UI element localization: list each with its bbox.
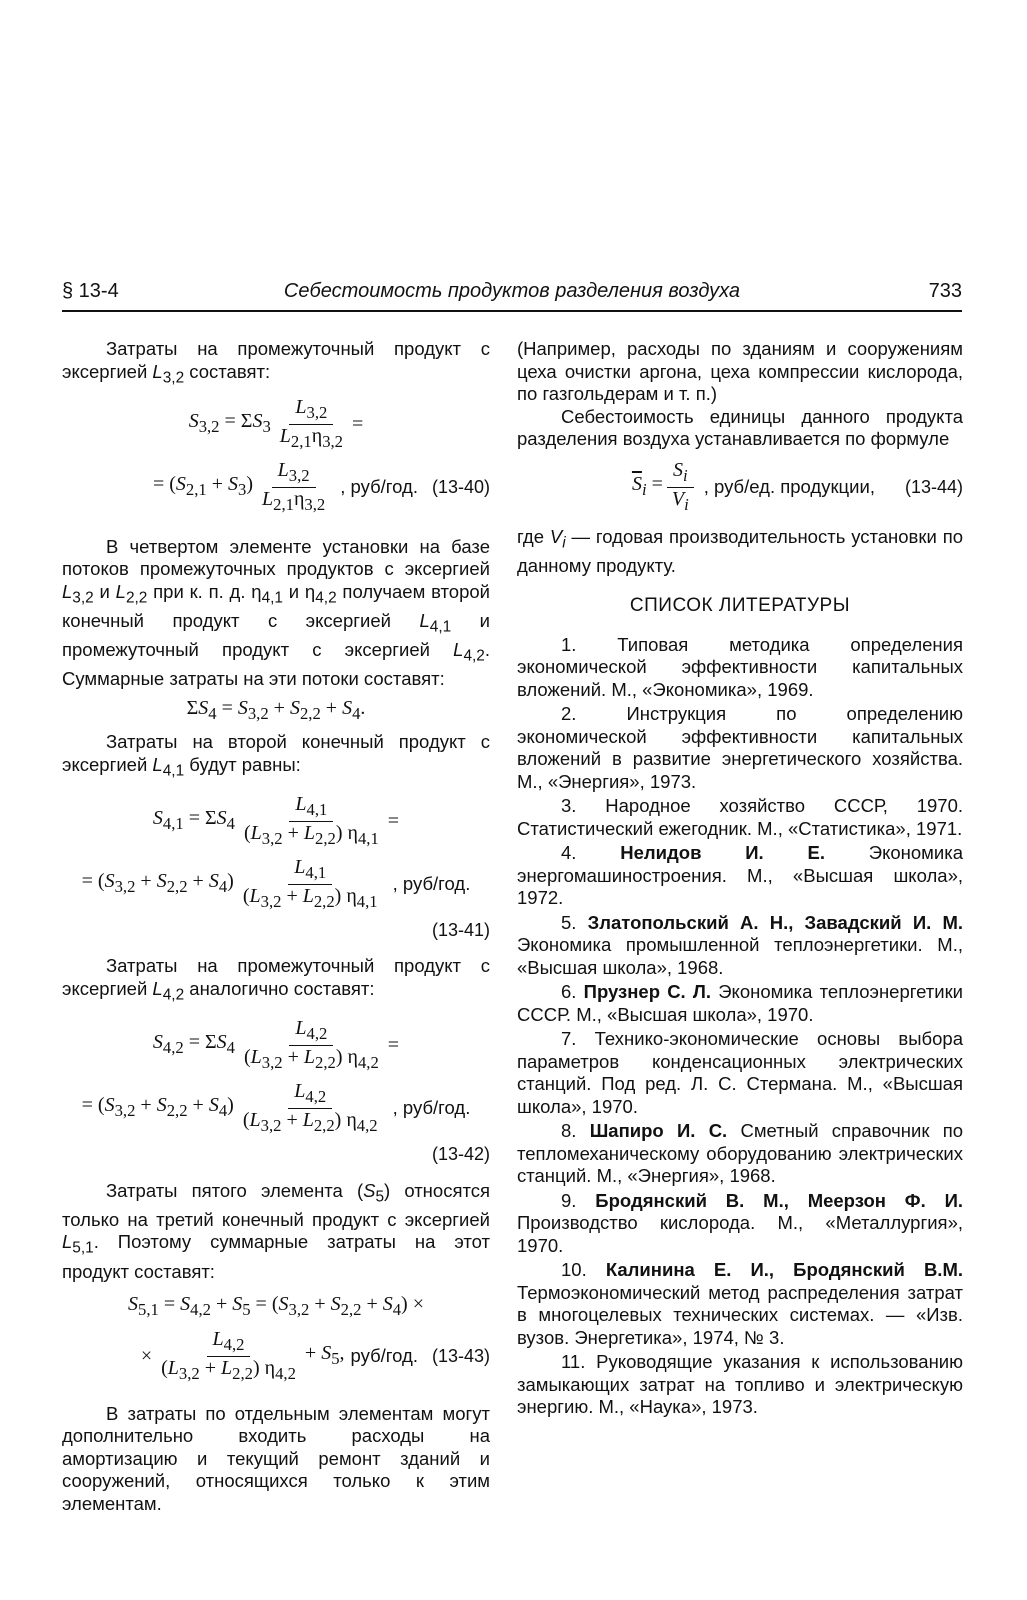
equation-13-42-line2: = $(S_{3,2} + S_{2,2} + S_4)$ $\frac{L_{4,2}}{(L_{3,2} + L_{2,2}) \eta_{4,2}}$ , руб/год. [81, 1080, 471, 1136]
reference-text: Народное хозяйство СССР, 1970. Статистический ежегодник. М., «Статистика», 1971. [517, 795, 964, 839]
reference-item [517, 1190, 963, 1258]
reference-authors: Калинина Е. И., Бродянский В.М. [605, 1259, 963, 1281]
equation-13-40-line1: $S_{3,2} = \Sigma S_3$ $\frac{L_{3,2}}{L_{2,1}\eta_{3,2}}$ = [188, 395, 364, 451]
page-header [62, 280, 962, 312]
equation-number: (13-40) [431, 476, 490, 497]
equation-13-43-line1: $S_{5,1} = S_{4,2} + S_5 = (S_{3,2} + S_{2,2} + S_4)$ × [128, 1293, 424, 1319]
reference-authors: Прузнер С. Л. [583, 981, 712, 1003]
running-title: Себестоимость продуктов разделения воздуха [283, 280, 741, 302]
equation-sum-s4: $\Sigma S_4 = S_{3,2} + S_{2,2} + S_4$. [186, 696, 366, 723]
reference-authors: Златопольский А. Н., Завадский И. М. [587, 911, 963, 933]
bibliography-title: СПИСОК ЛИТЕРАТУРЫ [629, 595, 851, 617]
equation-13-44: $\overline{S}_i$ = $\frac{S_i}{V_i}$ , руб/ед. продукции, (13-44) [631, 458, 963, 514]
reference-authors: Бродянский В. М., Меерзон Ф. И. [595, 1189, 964, 1211]
reference-text: Термоэкономический метод распределения затрат в многоцелевых технических системах. — «Изв. вузов. Энергетика», 1974, № 3. [517, 1281, 963, 1348]
reference-item [517, 1351, 963, 1419]
header-rule [62, 310, 962, 312]
paragraph: (Например, расходы по зданиям и сооружениям цеха очистки аргона, цеха компрессии кислорода, по газгольдерам и т. п.) [517, 338, 963, 404]
equation-13-43-line2: × $\frac{L_{4,2}}{(L_{3,2} + L_{2,2}) \eta_{4,2}}$ + $S_5$, руб/год. (13-43) [140, 1327, 490, 1383]
reference-number: 10. [561, 1259, 587, 1281]
bibliography-list [517, 634, 963, 1419]
reference-item [517, 795, 963, 840]
reference-number: 9. [561, 1189, 577, 1211]
reference-number: 7. [561, 1028, 577, 1050]
paragraph: В затраты по отдельным элементам могут дополнительно входить расходы на амортизацию и текущий ремонт зданий и сооружений, относящихся только к этим элементам. [62, 1402, 490, 1514]
paragraph: Затраты на второй конечный продукт с эксергией $L_{4,1}$ будут равны: [62, 731, 490, 780]
paragraph: Себестоимость единицы данного продукта разделения воздуха устанавливается по формуле [517, 405, 963, 449]
reference-number: 1. [561, 633, 577, 655]
reference-authors: Шапиро И. С. [589, 1120, 728, 1142]
reference-authors: Нелидов И. Е. [620, 842, 825, 864]
equation-13-41-line2: = $(S_{3,2} + S_{2,2} + S_4)$ $\frac{L_{4,1}}{(L_{3,2} + L_{2,2}) \eta_{4,1}}$ , руб/год. [81, 855, 471, 911]
reference-item [517, 1028, 963, 1118]
reference-number: 11. [561, 1351, 586, 1373]
reference-text: Инструкция по определению экономической эффективности капитальных вложений в развитие энергетического хозяйства. М., «Энергия», 1973. [517, 703, 963, 792]
equation-13-40-line2: = $(S_{2,1} + S_3)$ $\frac{L_{3,2}}{L_{2,1}\eta_{3,2}}$ , руб/год. (13-40) [152, 458, 490, 514]
reference-text: Сметный справочник по тепломеханическому оборудованию электрических станций. М., «Энергия», 1968. [517, 1120, 964, 1187]
reference-item [517, 912, 963, 980]
reference-number: 6. [561, 981, 577, 1003]
reference-item [517, 981, 963, 1026]
paragraph: Затраты на промежуточный продукт с эксергией $L_{4,2}$ аналогично составят: [62, 955, 490, 1004]
reference-text: Технико-экономические основы выбора параметров конденсационных электрических станций. Под ред. Л. С. Стермана. М., «Высшая школа», 1970. [517, 1028, 964, 1117]
right-column [517, 338, 963, 1421]
reference-number: 3. [561, 795, 577, 817]
paragraph: Затраты пятого элемента $(S_5)$ относятся только на третий конечный продукт с эксергией $L_{5,1}$. Поэтому суммарные затраты на этот продукт составят: [62, 1179, 490, 1282]
reference-text: Производство кислорода. М., «Металлургия», 1970. [517, 1212, 963, 1256]
section-number: § 13-4 [62, 280, 119, 302]
reference-item [517, 634, 963, 702]
reference-text: Экономика теплоэнергетики СССР. М., «Высшая школа», 1970. [517, 981, 963, 1025]
equation-13-41-line1: $S_{4,1} = \Sigma S_4$ $\frac{L_{4,1}}{(L_{3,2} + L_{2,2}) \eta_{4,1}}$ = [152, 792, 400, 848]
reference-item [517, 1259, 963, 1349]
equation-number: (13-41) [431, 919, 490, 940]
reference-number: 2. [561, 703, 577, 725]
reference-text: Экономика энергомашиностроения. М., «Высшая школа», 1972. [517, 842, 964, 909]
paragraph: Затраты на промежуточный продукт с эксергией $L_{3,2}$ составят: [62, 338, 490, 387]
reference-number: 4. [561, 842, 577, 864]
reference-text: Типовая методика определения экономической эффективности капитальных вложений. М., «Экономика», 1969. [517, 633, 963, 700]
reference-number: 8. [561, 1120, 577, 1142]
equation-13-42-line1: $S_{4,2} = \Sigma S_4$ $\frac{L_{4,2}}{(L_{3,2} + L_{2,2}) \eta_{4,2}}$ = [152, 1017, 400, 1073]
reference-number: 5. [561, 911, 577, 933]
reference-item [517, 703, 963, 793]
equation-number: (13-44) [904, 476, 963, 497]
paragraph: где $V_i$ — годовая производительность установки по данному продукту. [517, 525, 964, 576]
reference-text: Руководящие указания к использованию замыкающих затрат на топливо и электрическую энергию. М., «Наука», 1973. [517, 1351, 964, 1418]
left-column [62, 338, 490, 1515]
equation-number: (13-42) [431, 1144, 490, 1165]
page-number: 733 [928, 280, 962, 302]
reference-item [517, 1120, 963, 1188]
paragraph: В четвертом элементе установки на базе потоков промежуточных продуктов с эксергией $L_{3,2}$ и $L_{2,2}$ при к. п. д. $\eta_{4,1}$ и $\eta_{4,2}$ получаем второй конечный продукт с эксергией $L_{4,1}$ и промежуточный продукт с эксергией $L_{4,2}$. Суммарные затраты на эти потоки составят: [62, 535, 490, 690]
reference-item [517, 842, 963, 910]
reference-text: Экономика промышленной теплоэнергетики. М., «Высшая школа», 1968. [517, 934, 963, 978]
equation-number: (13-43) [431, 1345, 490, 1366]
